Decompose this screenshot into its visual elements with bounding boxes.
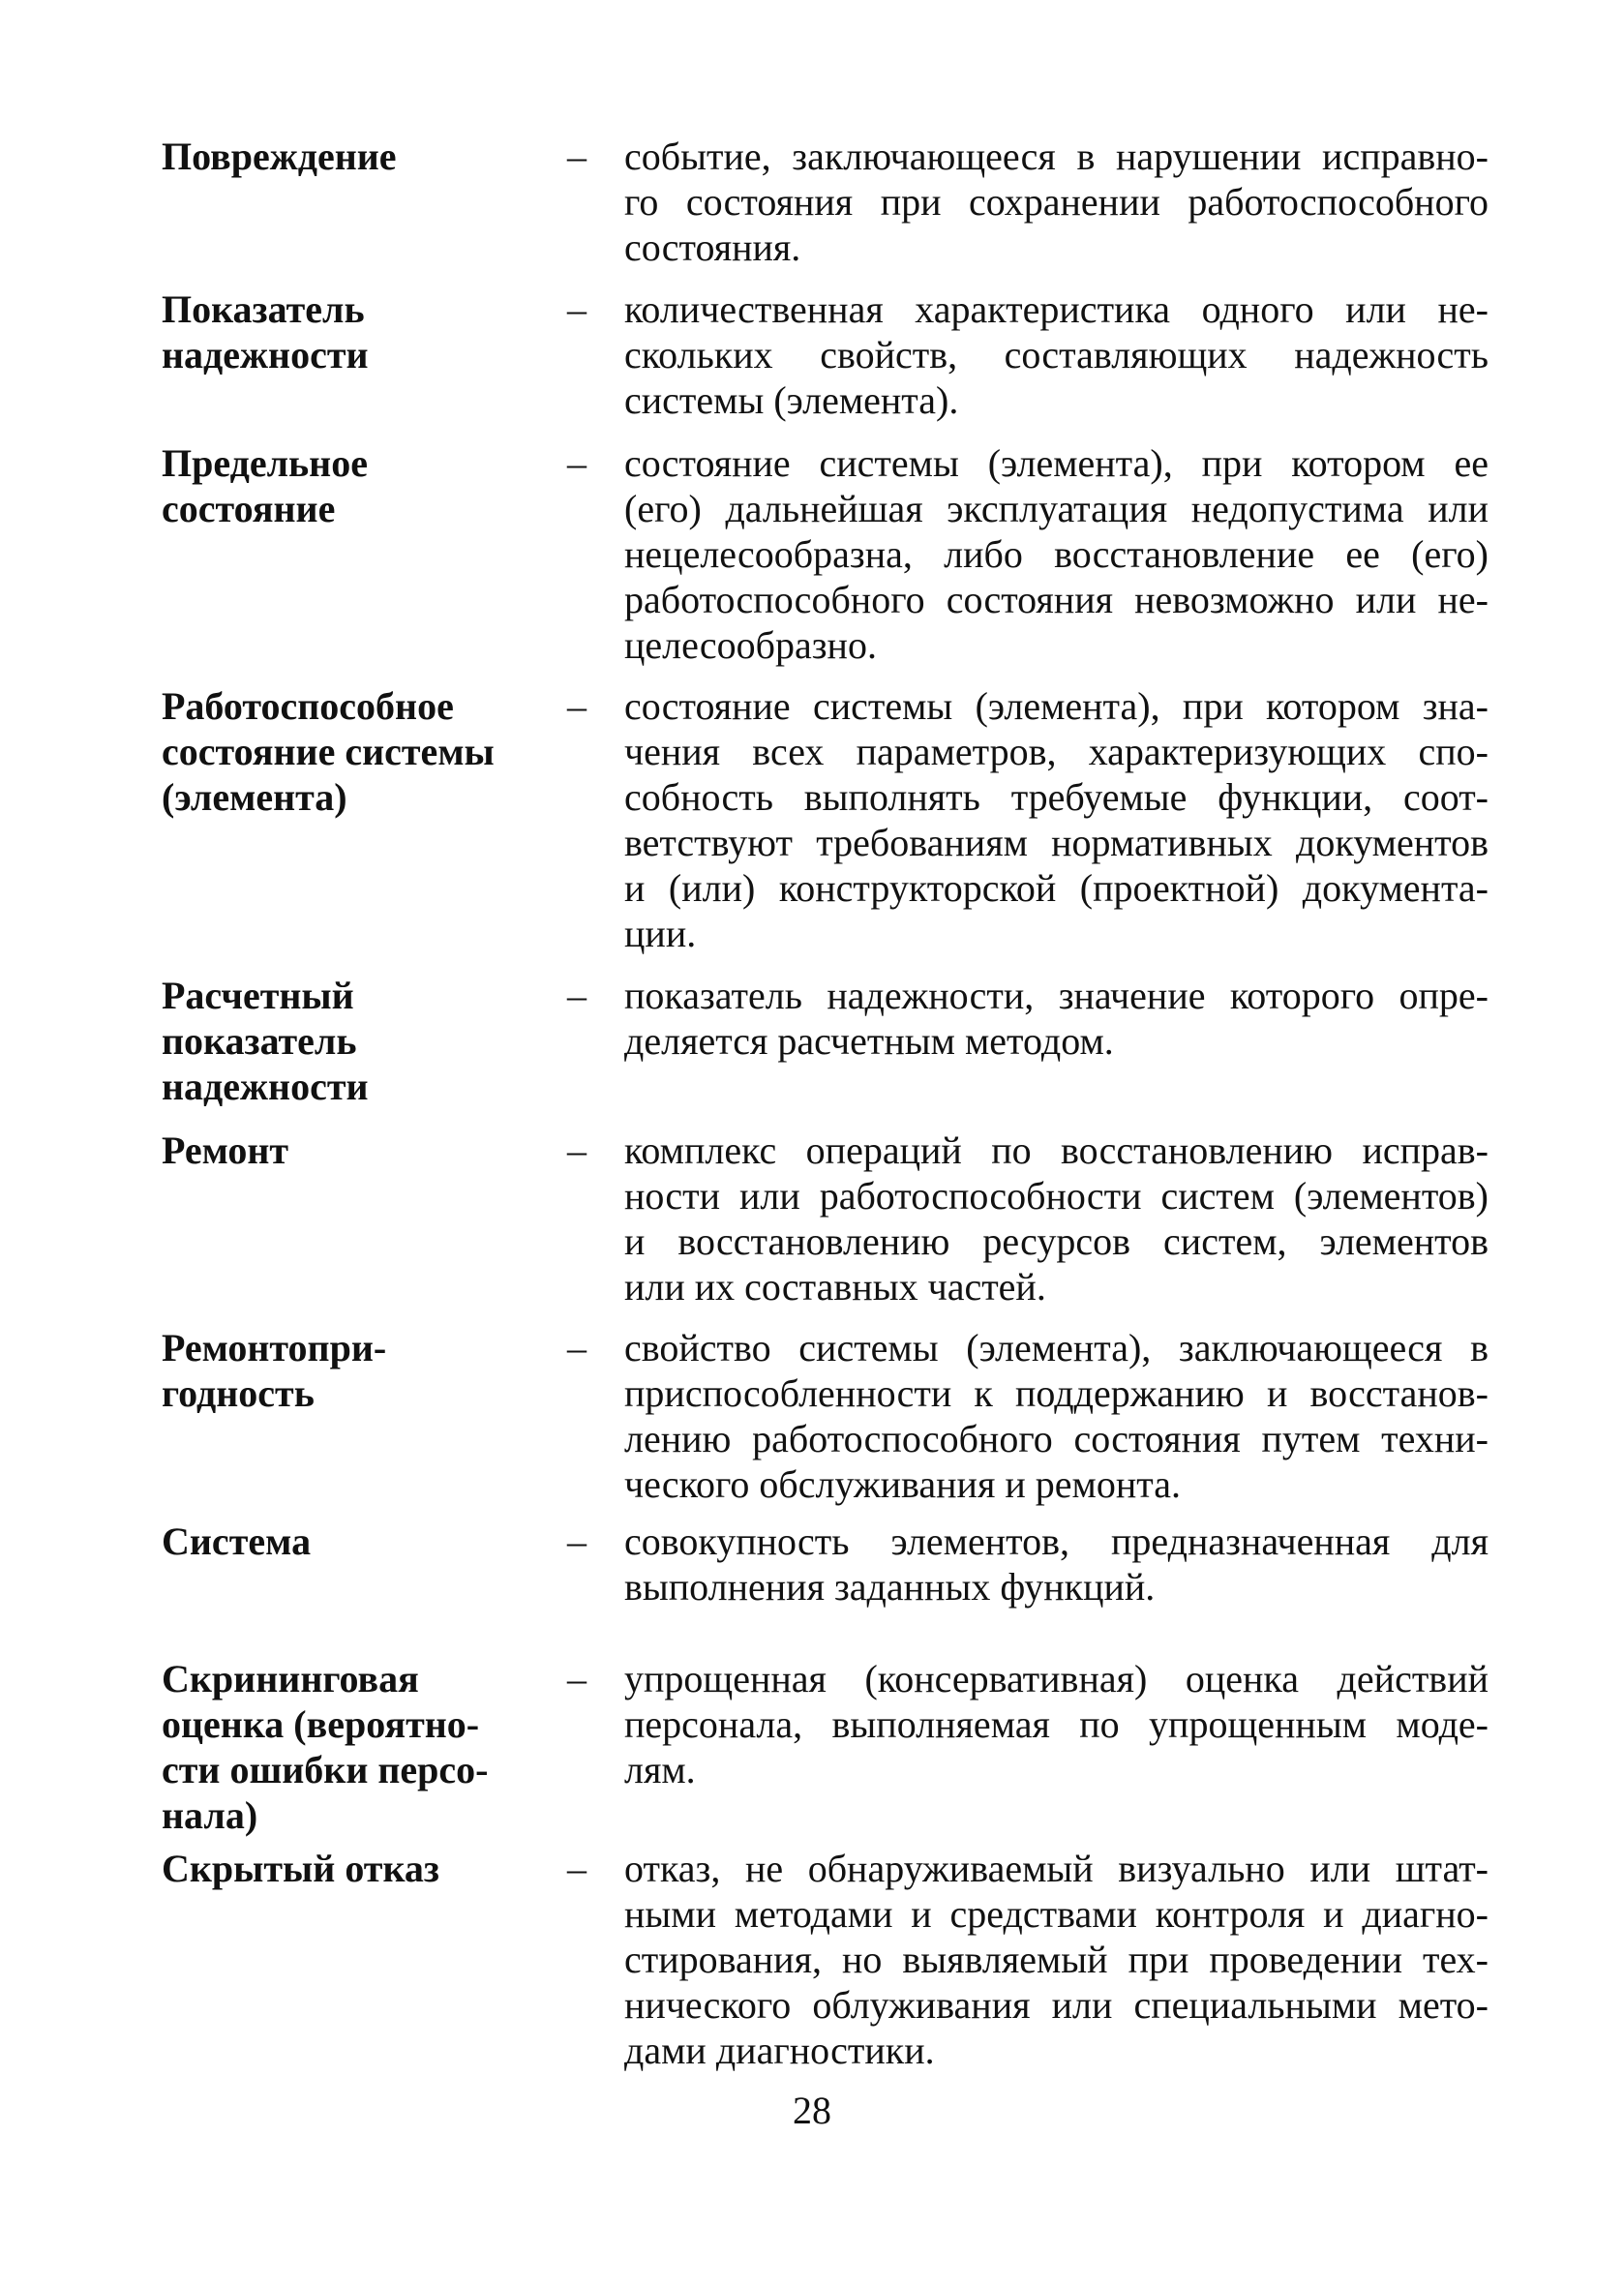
definition-line: деляется расчетным методом.: [624, 1019, 1114, 1063]
definition-line: ческого обслуживания и ремонта.: [624, 1462, 1181, 1506]
definition-dash: –: [567, 974, 586, 1017]
definition-line: и восстановлению ресурсов систем, элементов: [624, 1219, 1489, 1263]
definition-line: го состояния при сохранении работоспособного: [624, 180, 1489, 224]
definition-line: состояние системы (элемента), при котором зна-: [624, 684, 1489, 728]
glossary-term: Работоспособное состояние системы (элемента): [162, 684, 495, 819]
definition-line: чения всех параметров, характеризующих спо-: [624, 730, 1489, 773]
glossary-definition: [624, 1656, 1489, 1792]
definition-dash: –: [567, 1326, 586, 1369]
glossary-definition: [624, 1846, 1489, 2073]
definition-line: или их составных частей.: [624, 1265, 1046, 1309]
definition-line: ции.: [624, 912, 697, 955]
glossary-term: Ремонт: [162, 1128, 289, 1172]
definition-line: ности или работоспособности систем (элементов): [624, 1174, 1489, 1218]
definition-dash: –: [567, 287, 586, 331]
definition-line: отказ, не обнаруживаемый визуально или штат-: [624, 1847, 1489, 1890]
definition-line: дами диагностики.: [624, 2029, 935, 2072]
definition-line: лению работоспособного состояния путем техни-: [624, 1417, 1489, 1460]
glossary-term: Расчетный показатель надежности: [162, 974, 369, 1108]
definition-line: состояния.: [624, 226, 801, 269]
definition-line: и (или) конструкторской (проектной) документа-: [624, 866, 1489, 910]
definition-dash: –: [567, 441, 586, 485]
glossary-term: Скрытый отказ: [162, 1847, 439, 1890]
glossary-term: Повреждение: [162, 135, 397, 178]
definition-line: свойство системы (элемента), заключающееся в: [624, 1326, 1489, 1369]
glossary-definition: [624, 1325, 1489, 1507]
definition-line: нецелесообразна, либо восстановление ее (его): [624, 532, 1489, 576]
definition-line: целесообразно.: [624, 623, 877, 667]
glossary-term: Система: [162, 1520, 312, 1563]
glossary-term: Скрининговая оценка (вероятно- сти ошибки персо- нала): [162, 1657, 489, 1837]
definition-line: стирования, но выявляемый при проведении тех-: [624, 1938, 1489, 1981]
glossary-definition: [624, 1519, 1489, 1610]
definition-line: событие, заключающееся в нарушении исправно-: [624, 135, 1489, 178]
definition-dash: –: [567, 135, 586, 178]
glossary-definition: [624, 1128, 1489, 1309]
definition-line: системы (элемента).: [624, 378, 959, 422]
definition-dash: –: [567, 684, 586, 728]
glossary-term: Предельное состояние: [162, 441, 368, 530]
definition-line: скольких свойств, составляющих надежность: [624, 333, 1489, 376]
definition-dash: –: [567, 1520, 586, 1563]
definition-line: работоспособного состояния невозможно или не-: [624, 578, 1489, 621]
definition-line: показатель надежности, значение которого опре-: [624, 974, 1489, 1017]
glossary-definition: [624, 683, 1489, 956]
glossary-term: Ремонтопри- годность: [162, 1326, 387, 1415]
definition-line: нического облуживания или специальными мето-: [624, 1983, 1489, 2027]
page-number: 28: [793, 2089, 831, 2132]
definition-line: совокупность элементов, предназначенная для: [624, 1520, 1489, 1563]
definition-dash: –: [567, 1657, 586, 1700]
definition-line: количественная характеристика одного или не-: [624, 287, 1489, 331]
definition-line: состояние системы (элемента), при котором ее: [624, 441, 1489, 485]
definition-line: упрощенная (консервативная) оценка действий: [624, 1657, 1489, 1700]
definition-line: лям.: [624, 1748, 696, 1791]
definition-dash: –: [567, 1847, 586, 1890]
definition-line: ными методами и средствами контроля и диагно-: [624, 1892, 1489, 1936]
definition-line: (его) дальнейшая эксплуатация недопустима или: [624, 487, 1489, 530]
glossary-definition: [624, 286, 1489, 423]
definition-line: комплекс операций по восстановлению исправ-: [624, 1128, 1489, 1172]
glossary-definition: [624, 440, 1489, 668]
definition-dash: –: [567, 1128, 586, 1172]
definition-line: собность выполнять требуемые функции, соот-: [624, 775, 1489, 819]
glossary-term: Показатель надежности: [162, 287, 369, 376]
definition-line: персонала, выполняемая по упрощенным моде-: [624, 1702, 1489, 1746]
definition-line: ветствуют требованиям нормативных документов: [624, 821, 1489, 864]
glossary-definition: [624, 973, 1489, 1064]
glossary-definition: [624, 134, 1489, 270]
definition-line: выполнения заданных функций.: [624, 1565, 1156, 1609]
definition-line: приспособленности к поддержанию и восстанов-: [624, 1371, 1489, 1415]
